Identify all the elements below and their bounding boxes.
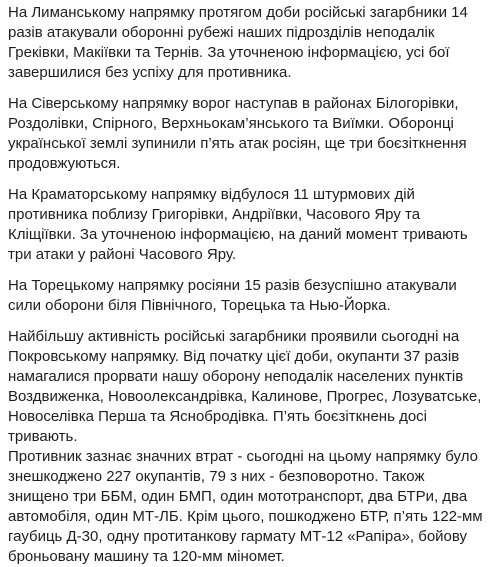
paragraph-lyman: На Лиманському напрямку протягом доби російські загарбники 14 разів атакували оборонні рубежі наших підрозділів неподалік Греківки, Макіївки та Тернів. За уточненою інформацією, усі бої завершилися без успіху для противника. — [8, 4, 468, 81]
paragraph-siversk: На Сіверському напрямку ворог наступав в районах Білогорівки, Роздолівки, Спірного, Верхньокам’янського та Виїмки. Оборонці української землі зупинили п’ять атак росіян, ще три боєзіткнення продовжуються. — [8, 95, 467, 172]
paragraph-kramatorsk: На Краматорському напрямку відбулося 11 штурмових дій противника поблизу Григорівки, Андріївки, Часового Яру та Кліщіївки. За уточненою інформацією, на даний момент тривають три атаки у районі Часового Яру. — [8, 186, 468, 263]
paragraph-losses: Противник зазнає значних втрат - сьогодні на цьому напрямку було знешкоджено 227 окупантів, 79 з них - безповоротно. Також знищено три ББМ, один БМП, один мототранспорт, два БТРи, два автомобіля, один МТ-ЛБ. Крім цього, пошкоджено БТР, п’ять 122-мм гаубиць Д-30, одну протитанкову гармату МТ-12 «Рапіра», бойову броньовану машину та 120-мм міномет. — [8, 448, 483, 565]
paragraph-pokrovsk: Найбільшу активність російські загарбники проявили сьогодні на Покровському напрямку. Від початку цієї доби, окупанти 37 разів намагалися прорвати нашу оборону неподалік населених пунктів Воздвиженка, Новоолександрівка, Калинове, Прогрес, Лозуватське, Новоселівка Перша та Яснобродівка. П’ять боєзіткнень досі тривають. — [8, 328, 482, 445]
paragraph-toretsk: На Торецькому напрямку росіяни 15 разів безуспішно атакували сили оборони біля Північного, Торецька та Нью-Йорка. — [8, 277, 457, 314]
